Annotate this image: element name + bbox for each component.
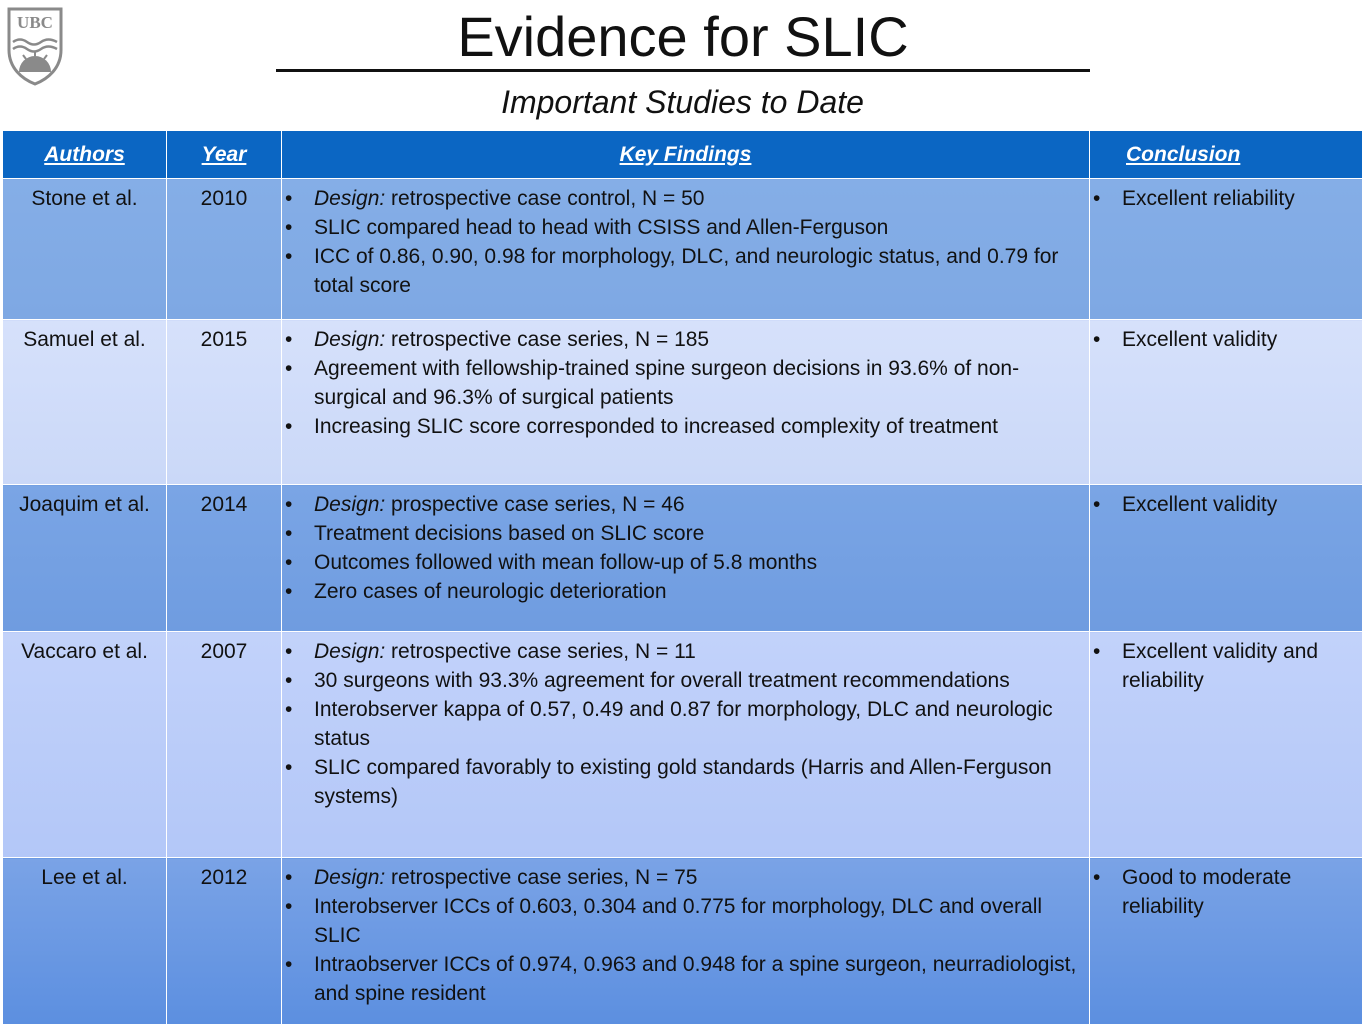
design-label: Design: bbox=[314, 187, 386, 210]
design-text: prospective case series, N = 46 bbox=[385, 493, 685, 516]
design-text: retrospective case series, N = 11 bbox=[385, 640, 696, 663]
design-label: Design: bbox=[314, 866, 386, 889]
finding-item: • 30 surgeons with 93.3% agreement for overall treatment recommendations bbox=[282, 666, 1089, 695]
design-label: Design: bbox=[314, 640, 386, 663]
findings-cell bbox=[282, 320, 1090, 485]
findings-list bbox=[282, 490, 1089, 606]
design-text: retrospective case control, N = 50 bbox=[385, 187, 705, 210]
finding-item: • Interobserver kappa of 0.57, 0.49 and 0.87 for morphology, DLC and neurologic status bbox=[282, 695, 1089, 753]
finding-item: • Zero cases of neurologic deterioration bbox=[282, 577, 1089, 606]
ubc-logo bbox=[6, 6, 64, 86]
finding-item: • Treatment decisions based on SLIC score bbox=[282, 519, 1089, 548]
year-cell: 2007 bbox=[167, 632, 282, 858]
table-row bbox=[3, 858, 1363, 1025]
table-row bbox=[3, 632, 1363, 858]
authors-cell: Samuel et al. bbox=[3, 320, 167, 485]
authors-cell: Vaccaro et al. bbox=[3, 632, 167, 858]
finding-item: • Intraobserver ICCs of 0.974, 0.963 and 0.948 for a spine surgeon, neurradiologist, and spine resident bbox=[282, 950, 1089, 1008]
conclusion-item: • Good to moderate reliability bbox=[1090, 863, 1362, 921]
conclusion-item: • Excellent reliability bbox=[1090, 184, 1362, 213]
table-row bbox=[3, 179, 1363, 320]
findings-list bbox=[282, 184, 1089, 300]
col-header-conclusion: Conclusion bbox=[1090, 131, 1363, 179]
ubc-logo-text: UBC bbox=[17, 13, 53, 32]
conclusion-cell bbox=[1090, 320, 1363, 485]
header-row bbox=[3, 131, 1363, 179]
findings-list bbox=[282, 863, 1089, 1008]
finding-item bbox=[282, 490, 1089, 519]
year-cell: 2014 bbox=[167, 485, 282, 632]
year-cell: 2012 bbox=[167, 858, 282, 1025]
col-header-key-findings: Key Findings bbox=[282, 131, 1090, 179]
finding-item: • Agreement with fellowship-trained spine surgeon decisions in 93.6% of non-surgical and 96.3% of surgical patients bbox=[282, 354, 1089, 412]
authors-cell: Stone et al. bbox=[3, 179, 167, 320]
findings-cell bbox=[282, 632, 1090, 858]
conclusion-item: • Excellent validity and reliability bbox=[1090, 637, 1362, 695]
conclusion-cell bbox=[1090, 632, 1363, 858]
conclusion-item: • Excellent validity bbox=[1090, 490, 1362, 519]
findings-cell bbox=[282, 858, 1090, 1025]
finding-item: • ICC of 0.86, 0.90, 0.98 for morphology, DLC, and neurologic status, and 0.79 for total score bbox=[282, 242, 1089, 300]
design-text: retrospective case series, N = 185 bbox=[385, 328, 710, 351]
studies-table bbox=[2, 130, 1363, 1025]
findings-cell bbox=[282, 179, 1090, 320]
design-label: Design: bbox=[314, 493, 386, 516]
table-row bbox=[3, 320, 1363, 485]
slide-subtitle: Important Studies to Date bbox=[501, 84, 864, 120]
table-row bbox=[3, 485, 1363, 632]
finding-item bbox=[282, 637, 1089, 666]
conclusion-cell bbox=[1090, 858, 1363, 1025]
findings-cell bbox=[282, 485, 1090, 632]
year-cell: 2015 bbox=[167, 320, 282, 485]
conclusion-cell bbox=[1090, 485, 1363, 632]
col-header-authors: Authors bbox=[3, 131, 167, 179]
findings-list bbox=[282, 325, 1089, 441]
title-underline bbox=[276, 69, 1090, 72]
year-cell: 2010 bbox=[167, 179, 282, 320]
finding-item: • Increasing SLIC score corresponded to increased complexity of treatment bbox=[282, 412, 1089, 441]
findings-list bbox=[282, 637, 1089, 811]
conclusion-item: • Excellent validity bbox=[1090, 325, 1362, 354]
finding-item bbox=[282, 184, 1089, 213]
slide-title: Evidence for SLIC bbox=[457, 5, 909, 68]
finding-item: • SLIC compared favorably to existing gold standards (Harris and Allen-Ferguson systems) bbox=[282, 753, 1089, 811]
authors-cell: Joaquim et al. bbox=[3, 485, 167, 632]
design-text: retrospective case series, N = 75 bbox=[385, 866, 698, 889]
finding-item: • SLIC compared head to head with CSISS and Allen-Ferguson bbox=[282, 213, 1089, 242]
col-header-year: Year bbox=[167, 131, 282, 179]
finding-item bbox=[282, 863, 1089, 892]
finding-item: • Interobserver ICCs of 0.603, 0.304 and 0.775 for morphology, DLC and overall SLIC bbox=[282, 892, 1089, 950]
design-label: Design: bbox=[314, 328, 386, 351]
finding-item bbox=[282, 325, 1089, 354]
conclusion-cell bbox=[1090, 179, 1363, 320]
authors-cell: Lee et al. bbox=[3, 858, 167, 1025]
finding-item: • Outcomes followed with mean follow-up of 5.8 months bbox=[282, 548, 1089, 577]
